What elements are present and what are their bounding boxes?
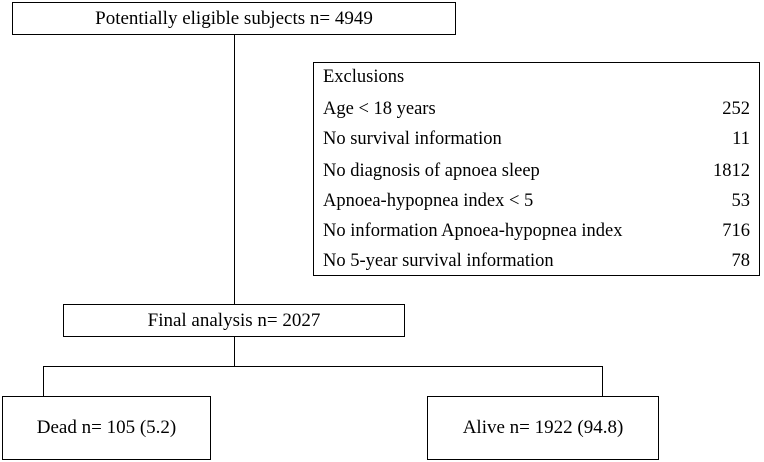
exclusion-count: 716	[722, 220, 750, 241]
final-analysis-box	[63, 304, 405, 337]
exclusion-row	[323, 124, 750, 154]
exclusion-row	[323, 156, 750, 186]
exclusion-count: 11	[732, 128, 750, 149]
eligible-subjects-box	[12, 2, 456, 35]
exclusion-row	[323, 246, 750, 276]
dead-label: Dead n= 105 (5.2)	[36, 417, 177, 438]
exclusion-count: 78	[731, 250, 750, 271]
connector-eligible-to-final	[234, 34, 235, 305]
exclusion-count: 1812	[713, 160, 750, 181]
final-analysis-label: Final analysis n= 2027	[147, 309, 321, 331]
connector-horizontal-split	[43, 366, 603, 367]
connector-final-down	[234, 336, 235, 367]
exclusion-row	[323, 186, 750, 216]
exclusion-row	[323, 216, 750, 246]
alive-label: Alive n= 1922 (94.8)	[462, 417, 624, 438]
alive-box	[427, 396, 659, 460]
dead-box	[2, 396, 211, 460]
exclusions-box	[313, 62, 760, 276]
connector-to-alive	[602, 366, 603, 397]
exclusion-row	[323, 94, 750, 124]
exclusions-title: Exclusions	[323, 67, 405, 87]
exclusion-count: 252	[722, 98, 750, 119]
eligible-subjects-label: Potentially eligible subjects n= 4949	[95, 7, 373, 29]
exclusion-label: No 5-year survival information	[323, 250, 554, 271]
exclusion-label: No information Apnoea-hypopnea index	[323, 220, 623, 241]
exclusion-label: No survival information	[323, 128, 502, 149]
exclusion-label: Apnoea-hypopnea index < 5	[323, 190, 534, 211]
exclusion-label: No diagnosis of apnoea sleep	[323, 160, 540, 181]
exclusion-label: Age < 18 years	[323, 98, 436, 119]
connector-to-dead	[43, 366, 44, 397]
exclusion-count: 53	[731, 190, 750, 211]
